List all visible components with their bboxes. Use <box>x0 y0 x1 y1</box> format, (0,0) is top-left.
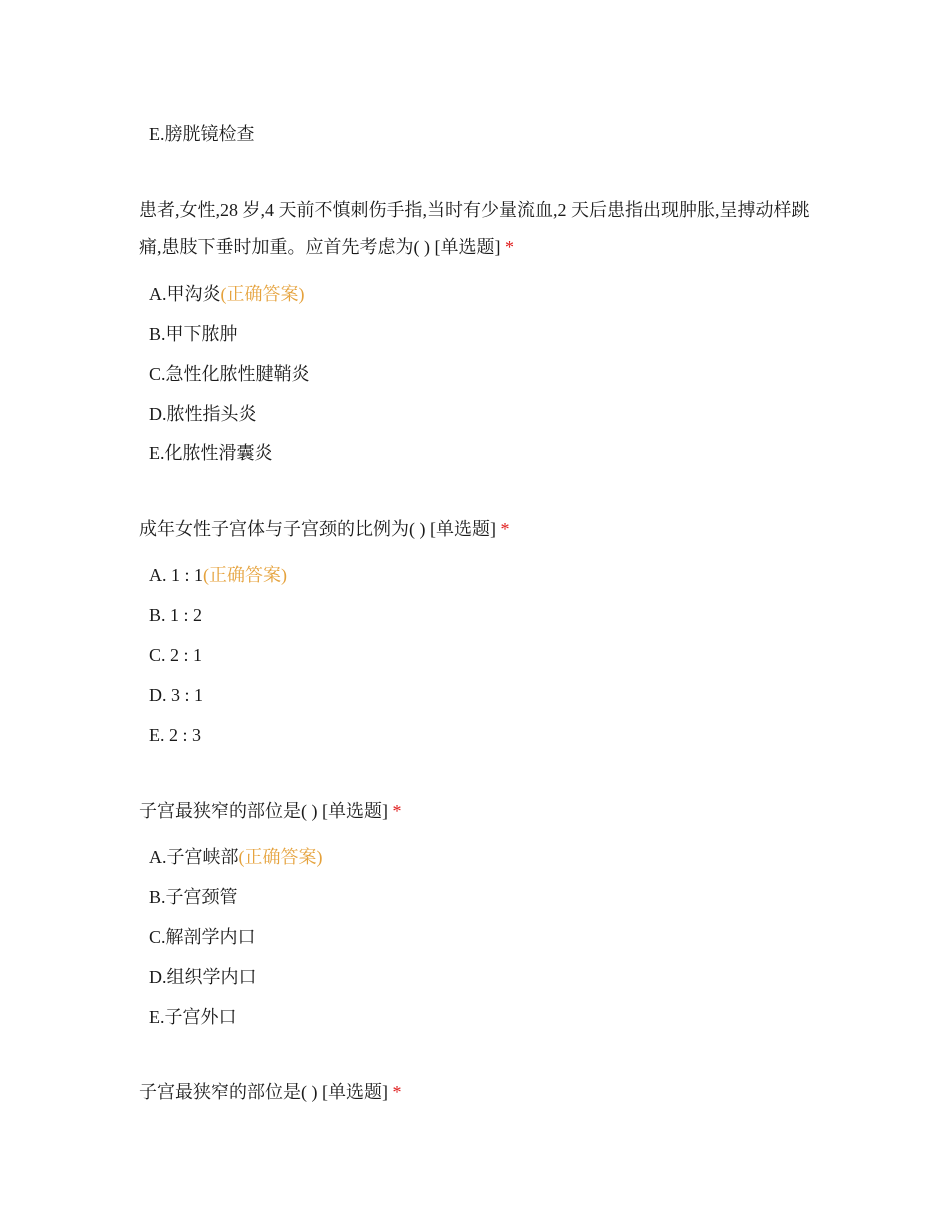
option-text: C.解剖学内口 <box>149 927 256 947</box>
option-item <box>149 845 323 869</box>
question-text <box>139 192 819 266</box>
option-text: E.化脓性滑囊炎 <box>149 443 273 463</box>
correct-answer-tag: (正确答案) <box>203 565 287 585</box>
required-mark: * <box>392 1082 402 1102</box>
option-text: A.子宫峡部 <box>149 847 239 867</box>
option-item <box>149 563 287 587</box>
option-text: A.甲沟炎 <box>149 284 221 304</box>
option-item <box>149 683 203 707</box>
question-stem: 子宫最狭窄的部位是( ) [单选题] <box>139 801 388 821</box>
option-item <box>149 603 202 627</box>
option-item <box>149 1005 237 1029</box>
option-item <box>149 122 255 146</box>
correct-answer-tag: (正确答案) <box>220 284 305 304</box>
option-item <box>149 643 202 667</box>
option-text: B.甲下脓肿 <box>149 324 238 344</box>
option-item <box>149 723 201 747</box>
required-mark: * <box>392 801 402 821</box>
option-text: D.组织学内口 <box>149 967 257 987</box>
option-item <box>149 322 238 346</box>
question-stem: 患者,女性,28 岁,4 天前不慎刺伤手指,当时有少量流血,2 天后患指出现肿胀,呈搏动样跳痛,患肢下垂时加重。应首先考虑为( ) [单选题] <box>139 200 810 257</box>
option-item <box>149 362 310 386</box>
option-text: C.急性化脓性腱鞘炎 <box>149 364 310 384</box>
option-item <box>149 402 257 426</box>
option-text: E.子宫外口 <box>149 1007 237 1027</box>
question-text <box>139 1074 819 1111</box>
option-text: A. 1 : 1 <box>149 565 203 585</box>
question-text <box>139 793 819 830</box>
option-text: D. 3 : 1 <box>149 685 203 705</box>
option-text: E.膀胱镜检查 <box>149 124 255 144</box>
option-text: D.脓性指头炎 <box>149 404 257 424</box>
question-text <box>139 511 819 548</box>
required-mark: * <box>504 237 514 257</box>
option-item <box>149 965 257 989</box>
option-item <box>149 925 256 949</box>
question-stem: 成年女性子宫体与子宫颈的比例为( ) [单选题] <box>139 519 496 539</box>
option-text: B.子宫颈管 <box>149 887 238 907</box>
question-stem: 子宫最狭窄的部位是( ) [单选题] <box>139 1082 388 1102</box>
option-text: B. 1 : 2 <box>149 605 203 625</box>
option-item <box>149 441 273 465</box>
option-item <box>149 282 305 306</box>
correct-answer-tag: (正确答案) <box>238 847 323 867</box>
required-mark: * <box>500 519 510 539</box>
option-text: E. 2 : 3 <box>149 725 201 745</box>
option-text: C. 2 : 1 <box>149 645 203 665</box>
option-item <box>149 885 238 909</box>
